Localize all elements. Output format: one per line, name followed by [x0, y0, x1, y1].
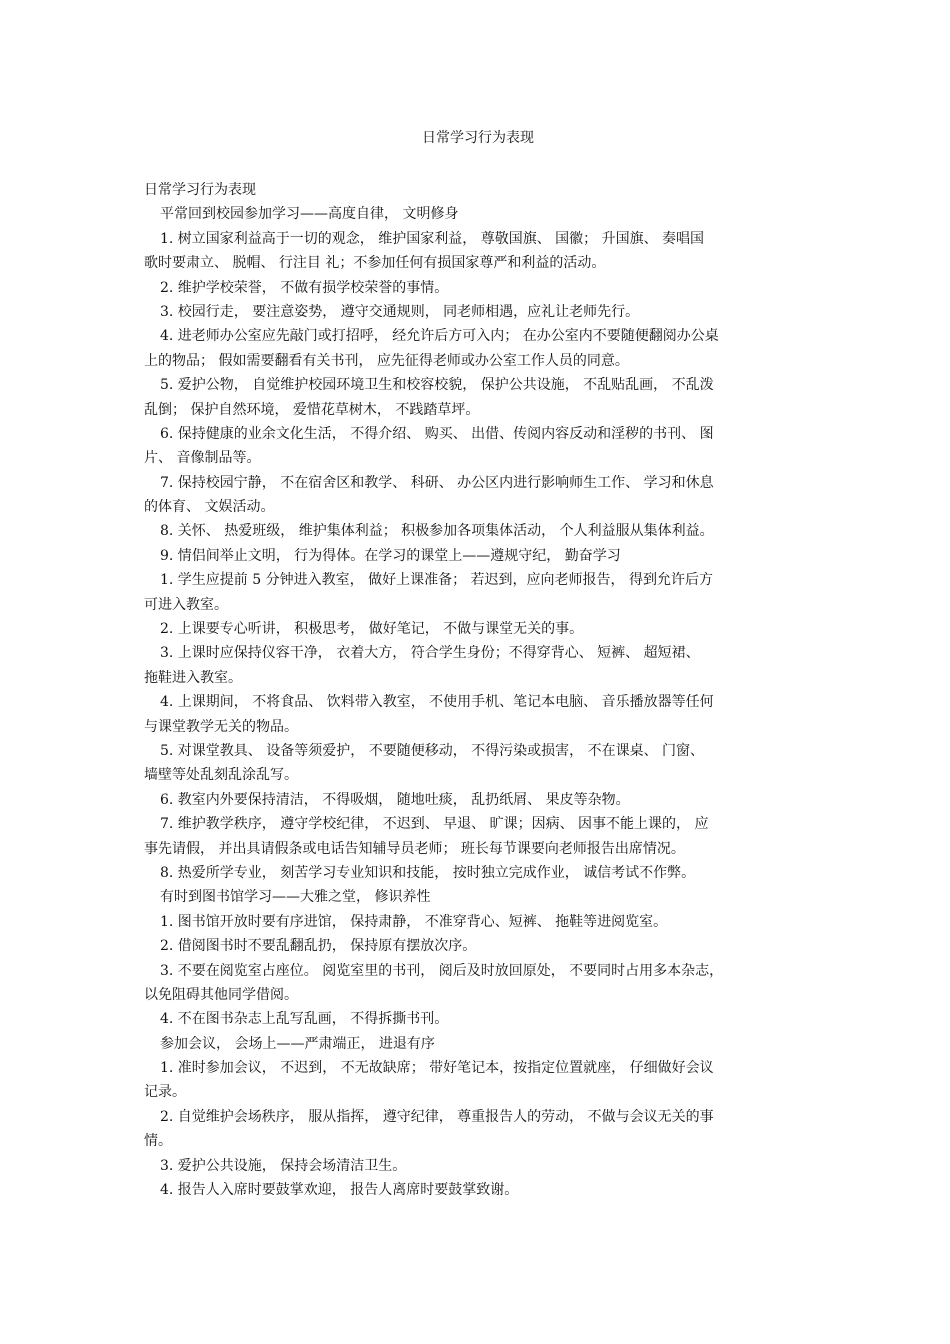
text-line: 3. 不要在阅览室占座位。 阅览室里的书刊， 阅后及时放回原处， 不要同时占用多本杂志， [160, 962, 724, 979]
text-line: 8. 关怀、 热爱班级， 维护集体利益； 积极参加各项集体活动， 个人利益服从集体利益。 [160, 523, 714, 540]
text-line: 平常回到校园参加学习——高度自律， 文明修身 [160, 206, 459, 223]
document-body [144, 178, 812, 1202]
text-line: 7. 保持校园宁静， 不在宿舍区和教学、 科研、 办公区内进行影响师生工作、 学习和休息 [160, 474, 714, 491]
text-line: 8. 热爱所学专业， 刻苦学习专业知识和技能， 按时独立完成作业， 诚信考试不作弊。 [160, 864, 696, 881]
text-line: 4. 上课期间， 不将食品、 饮料带入教室， 不使用手机、笔记本电脑、 音乐播放器等任何 [160, 694, 714, 711]
text-line: 3. 校园行走， 要注意姿势， 遵守交通规则， 同老师相遇，应礼让老师先行。 [160, 303, 640, 320]
text-line: 可进入教室。 [144, 596, 228, 613]
text-line: 1. 树立国家利益高于一切的观念， 维护国家利益， 尊敬国旗、 国徽； 升国旗、 奏唱国 [160, 230, 705, 247]
text-line: 5. 爱护公物， 自觉维护校园环境卫生和校容校貌， 保护公共设施， 不乱贴乱画， 不乱泼 [160, 377, 714, 394]
text-line: 事先请假， 并出具请假条或电话告知辅导员老师； 班长每节课要向老师报告出席情况。 [144, 840, 685, 857]
text-line: 9. 情侣间举止文明， 行为得体。在学习的课堂上——遵规守纪， 勤奋学习 [160, 547, 621, 564]
text-line: 片、 音像制品等。 [144, 450, 261, 467]
text-line: 记录。 [144, 1084, 186, 1101]
text-line: 3. 爱护公共设施， 保持会场清洁卫生。 [160, 1157, 407, 1174]
text-line: 有时到图书馆学习——大雅之堂， 修识养性 [160, 889, 431, 906]
text-line: 的体育、 文娱活动。 [144, 499, 275, 516]
document-title: 日常学习行为表现 [422, 130, 534, 146]
text-line: 2. 自觉维护会场秩序， 服从指挥， 遵守纪律， 尊重报告人的劳动， 不做与会议无关的事 [160, 1108, 714, 1125]
text-line: 1. 图书馆开放时要有序进馆， 保持肃静， 不准穿背心、短裤、 拖鞋等进阅览室。 [160, 913, 668, 930]
text-line: 乱倒； 保护自然环境， 爱惜花草树木， 不践踏草坪。 [144, 401, 480, 418]
text-line: 6. 教室内外要保持清洁， 不得吸烟， 随地吐痰， 乱扔纸屑、 果皮等杂物。 [160, 791, 630, 808]
text-line: 5. 对课堂教具、 设备等须爱护， 不要随便移动， 不得污染或损害， 不在课桌、 门窗、 [160, 742, 705, 759]
text-line: 6. 保持健康的业余文化生活， 不得介绍、 购买、 出借、传阅内容反动和淫秽的书刊、 图 [160, 425, 714, 442]
text-line: 4. 报告人入席时要鼓掌欢迎， 报告人离席时要鼓掌致谢。 [160, 1182, 519, 1199]
text-line: 与课堂教学无关的物品。 [144, 718, 298, 735]
text-line: 歌时要肃立、 脱帽、 行注目 礼；不参加任何有损国家尊严和利益的活动。 [144, 255, 606, 272]
text-line: 日常学习行为表现 [144, 182, 256, 198]
text-line: 2. 上课要专心听讲， 积极思考， 做好笔记， 不做与课堂无关的事。 [160, 621, 584, 638]
text-line: 4. 进老师办公室应先敲门或打招呼， 经允许后方可入内； 在办公室内不要随便翻阅办公桌 [160, 328, 719, 345]
text-line: 4. 不在图书杂志上乱写乱画， 不得拆撕书刊。 [160, 1011, 449, 1028]
text-line: 1. 学生应提前 5 分钟进入教室， 做好上课准备； 若迟到，应向老师报告， 得到允许后方 [160, 572, 713, 589]
text-line: 墙壁等处乱刻乱涂乱写。 [144, 767, 298, 784]
text-line: 参加会议， 会场上——严肃端正， 进退有序 [160, 1035, 435, 1052]
text-line: 以免阻碍其他同学借阅。 [144, 986, 298, 1003]
text-line: 上的物品； 假如需要翻看有关书刊， 应先征得老师或办公室工作人员的同意。 [144, 352, 629, 369]
text-line: 3. 上课时应保持仪容干净， 衣着大方， 符合学生身份；不得穿背心、 短裤、 超短裙、 [160, 645, 700, 662]
text-line: 2. 维护学校荣誉， 不做有损学校荣誉的事情。 [160, 279, 449, 296]
text-line: 2. 借阅图书时不要乱翻乱扔， 保持原有摆放次序。 [160, 938, 477, 955]
text-line: 7. 维护教学秩序， 遵守学校纪律， 不迟到、 早退、 旷课；因病、 因事不能上课的， 应 [160, 816, 709, 833]
text-line: 情。 [144, 1133, 172, 1150]
text-line: 拖鞋进入教室。 [144, 669, 242, 686]
text-line: 1. 准时参加会议， 不迟到， 不无故缺席； 带好笔记本，按指定位置就座， 仔细做好会议 [160, 1060, 714, 1077]
